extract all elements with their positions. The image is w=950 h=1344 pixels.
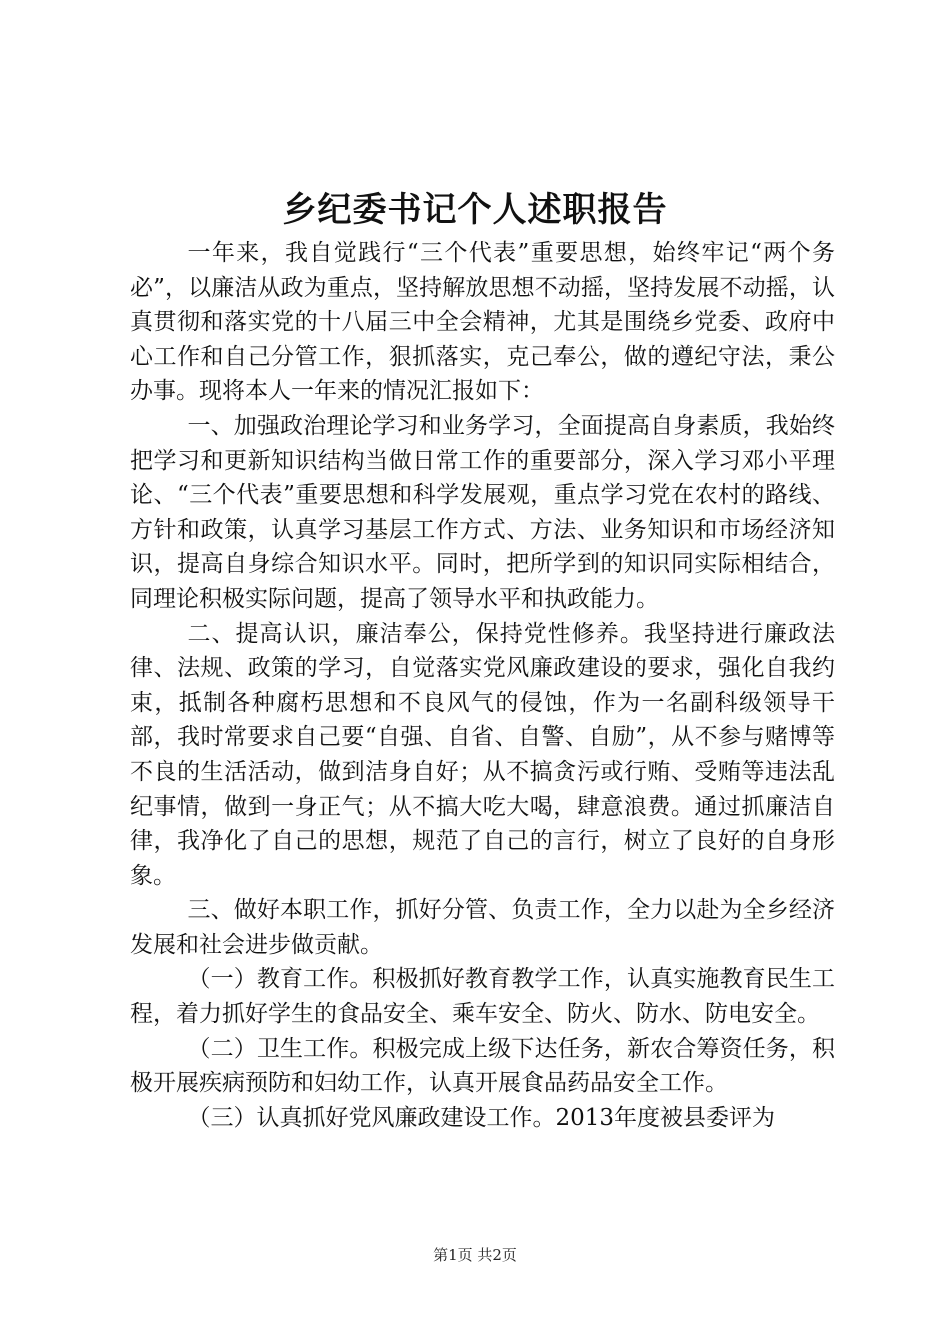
paragraph-section-2: 二、提高认识，廉洁奉公，保持党性修养。我坚持进行廉政法律、法规、政策的学习，自觉落实党风廉政建设的要求，强化自我约束，抵制各种腐朽思想和不良风气的侵蚀，作为一名副科级领导干部，我时常要求自己要“自强、自省、自警、自励”，从不参与赌博等不良的生活活动，做到洁身自好；从不搞贪污或行贿、受贿等违法乱纪事情，做到一身正气；从不搞大吃大喝，肆意浪费。通过抓廉洁自律，我净化了自己的思想，规范了自己的言行，树立了良好的自身形象。 bbox=[130, 620, 835, 889]
document-title: 乡纪委书记个人述职报告 bbox=[282, 190, 668, 230]
paragraph-section-3: 三、做好本职工作，抓好分管、负责工作，全力以赴为全乡经济发展和社会进步做贡献。 bbox=[130, 897, 835, 958]
document-body bbox=[130, 236, 835, 1135]
paragraph-section-1: 一、加强政治理论学习和业务学习，全面提高自身素质，我始终把学习和更新知识结构当做日常工作的重要部分，深入学习邓小平理论、“三个代表”重要思想和科学发展观，重点学习党在农村的路线、方针和政策，认真学习基层工作方式、方法、业务知识和市场经济知识，提高自身综合知识水平。同时，把所学到的知识同实际相结合，同理论积极实际问题，提高了领导水平和执政能力。 bbox=[130, 412, 835, 612]
paragraph-subsection-integrity: （三）认真抓好党风廉政建设工作。2013年度被县委评为 bbox=[187, 1104, 776, 1131]
paragraph-intro: 一年来，我自觉践行“三个代表”重要思想，始终牢记“两个务必”，以廉洁从政为重点，坚持解放思想不动摇，坚持发展不动摇，认真贯彻和落实党的十八届三中全会精神，尤其是围绕乡党委、政府中心工作和自己分管工作，狠抓落实，克己奉公，做的遵纪守法，秉公办事。现将本人一年来的情况汇报如下： bbox=[130, 240, 835, 405]
paragraph-subsection-education: （一）教育工作。积极抓好教育教学工作，认真实施教育民生工程，着力抓好学生的食品安全、乘车安全、防火、防水、防电安全。 bbox=[130, 966, 835, 1028]
page-footer: 第1页 共2页 bbox=[433, 1246, 517, 1264]
paragraph-subsection-health: （二）卫生工作。积极完成上级下达任务，新农合筹资任务，积极开展疾病预防和妇幼工作，认真开展食品药品安全工作。 bbox=[130, 1035, 835, 1097]
